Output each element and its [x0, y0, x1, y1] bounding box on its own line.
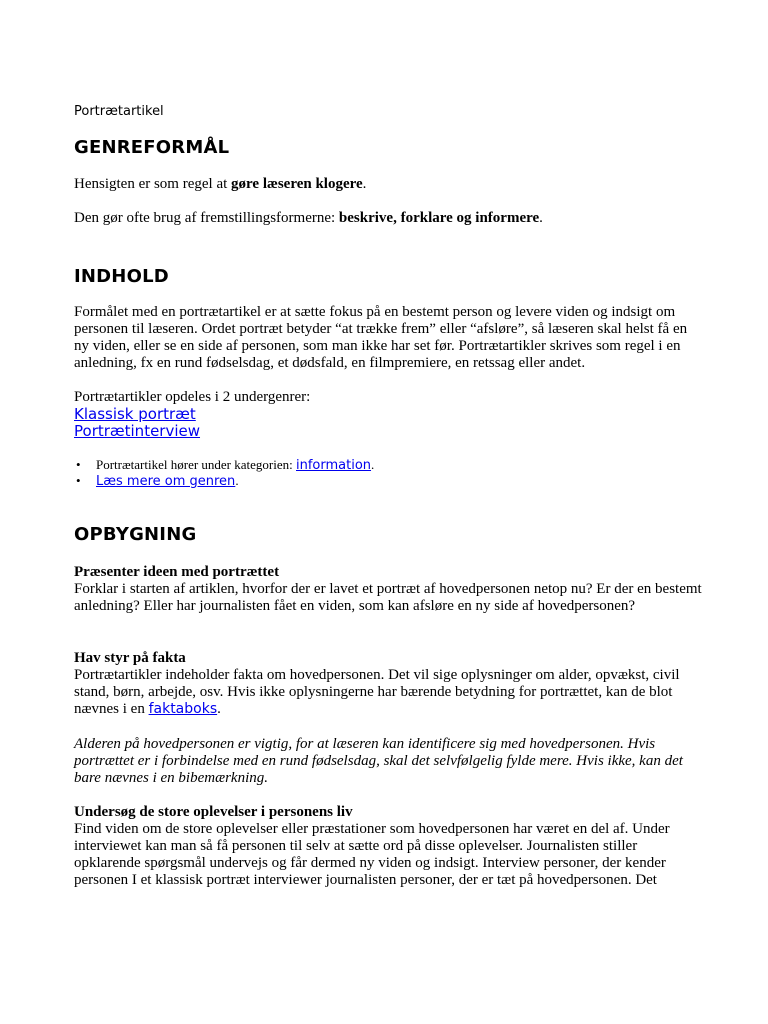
- genre-p2-bold: beskrive, forklare og informere: [338, 210, 540, 226]
- section-3-title: Undersøg de store oplevelser i personens liv: [74, 804, 353, 820]
- section-2-body: Portrætartikler indeholder fakta om hovedpersonen. Det vil sige oplysninger om alder, opvækst, civil stand, børn, arbejde, osv. Hvis ikke oplysningerne har bærende betydning for portrættet, kan de blot nævnes i en: [74, 667, 680, 717]
- genre-p2-text: Den gør ofte brug af fremstillingsformerne:: [74, 210, 339, 226]
- subgenres-intro: Portrætartikler opdeles i 2 undergenrer:: [74, 389, 311, 405]
- opbygning-section-3: [74, 804, 704, 889]
- opbygning-section-2: [74, 650, 704, 718]
- info-bullet-list: [76, 457, 375, 489]
- genre-p1-end: .: [362, 176, 367, 192]
- heading-genreformaal: GENREFORMÅL: [74, 137, 230, 158]
- section-2-title: Hav styr på fakta: [74, 650, 186, 666]
- heading-opbygning: OPBYGNING: [74, 524, 197, 545]
- genre-p1-text: Hensigten er som regel at: [74, 176, 232, 192]
- genre-p1-bold: gøre læseren klogere: [231, 176, 363, 192]
- bullet-icon: •: [76, 473, 81, 488]
- link-portraetinterview[interactable]: Portrætinterview: [74, 422, 201, 440]
- document-label: Portrætartikel: [74, 104, 164, 119]
- section-2-italic-note: [74, 736, 704, 787]
- section-3-body: Find viden om de store oplevelser eller præstationer som hovedpersonen har været en del af. Under interviewet kan man så få personen til selv at sætte ord på disse oplevelser. Journalisten stiller opklarende spørgsmål undervejs og får dermed ny viden og indsigt. Interview personer, der kender personen I et klassisk portræt interviewer journalisten personer, der er tæt på hovedpersonen. Det: [74, 821, 670, 888]
- genre-p2-end: .: [539, 210, 543, 226]
- link-laes-mere[interactable]: Læs mere om genren: [96, 474, 236, 489]
- link-information[interactable]: information: [296, 458, 372, 473]
- link-faktaboks[interactable]: faktaboks: [148, 701, 218, 717]
- section-1-title: Præsenter ideen med portrættet: [74, 564, 280, 580]
- indhold-body: Formålet med en portrætartikel er at sætte fokus på en bestemt person og levere viden og indsigt om personen til læseren. Ordet portræt betyder “at trække frem” eller “afsløre”, så læseren skal helst få en ny viden, eller se en side af personen, som man ikke har set før. Portrætartikler skrives som regel i en anledning, fx en rund fødselsdag, et dødsfald, en filmpremiere, en retssag eller andet.: [74, 304, 688, 371]
- italic-note-text: Alderen på hovedpersonen er vigtig, for at læseren kan identificere sig med hovedpersonen. Hvis portrættet er i forbindelse med en rund fødselsdag, skal det selvfølgelig fylde mere. Hvis ikke, kan det bare nævnes i en bibemærkning.: [74, 736, 683, 786]
- bullet1-text: Portrætartikel hører under kategorien:: [96, 457, 296, 472]
- bullet2-end: .: [235, 473, 239, 488]
- link-klassisk-portraet[interactable]: Klassisk portræt: [74, 405, 196, 423]
- subgenre-links: [74, 406, 704, 440]
- section-2-end: .: [217, 701, 221, 717]
- section-1-body: Forklar i starten af artiklen, hvorfor der er lavet et portræt af hovedpersonen netop nu? Er der en bestemt anledning? Eller har journalisten fået en viden, som kan afsløre en ny side af hovedpersonen?: [74, 581, 702, 614]
- genre-paragraph-2: [74, 210, 704, 227]
- bullet1-end: .: [371, 457, 375, 472]
- list-item: [76, 457, 375, 473]
- list-item: [76, 473, 374, 489]
- bullet-icon: •: [76, 457, 81, 472]
- heading-indhold: INDHOLD: [74, 266, 169, 287]
- opbygning-section-1: [74, 564, 704, 615]
- genre-paragraph-1: [74, 176, 704, 193]
